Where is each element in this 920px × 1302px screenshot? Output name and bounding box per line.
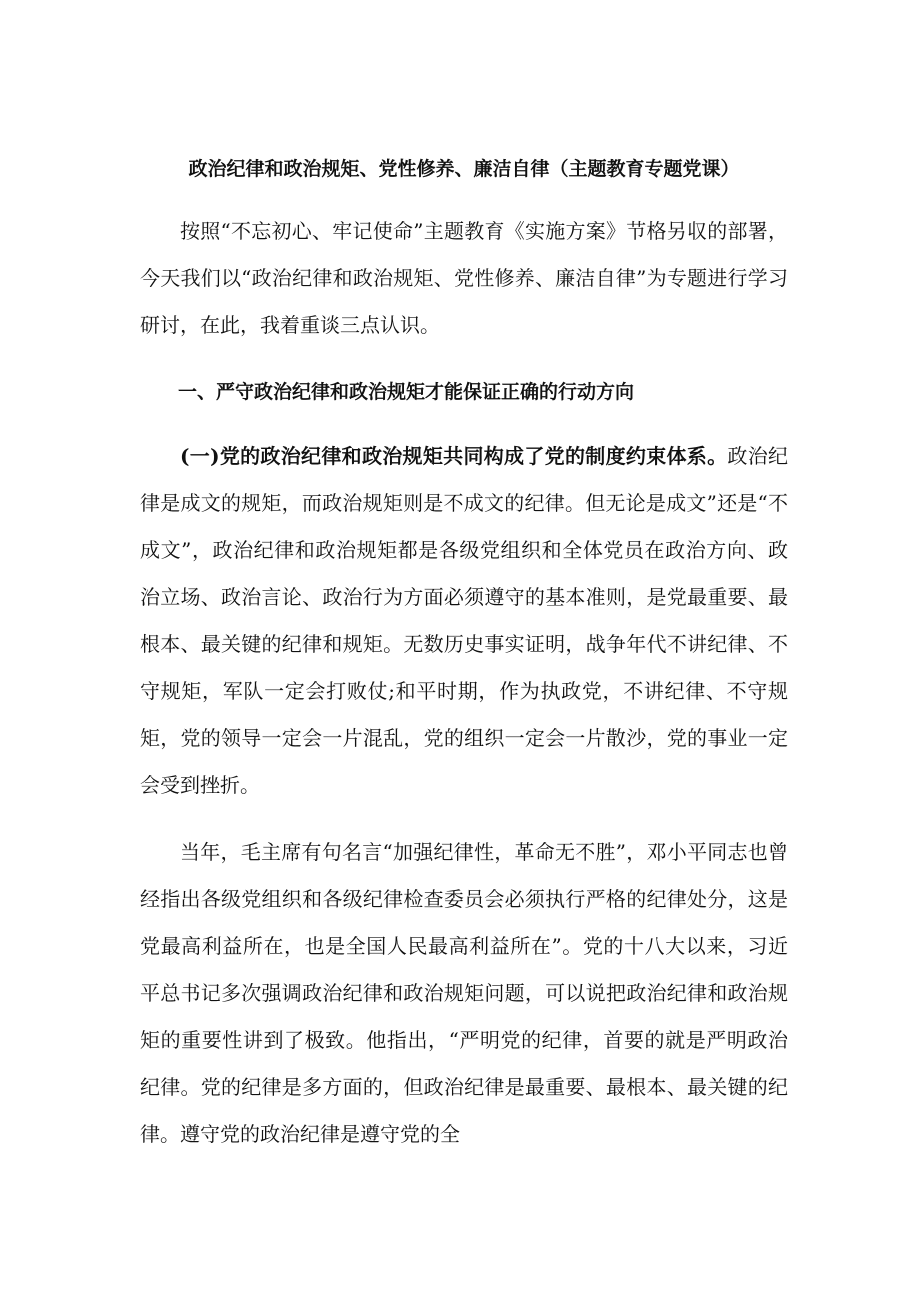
body-paragraph-3: 当年，毛主席有句名言“加强纪律性，革命无不胜”，邓小平同志也曾经指出各级党组织和各级纪律检查委员会必须执行严格的纪律处分，这是党最高利益所在，也是全国人民最高利益所在”。党的十八大以来，习近平总书记多次强调政治纪律和政治规矩问题，可以说把政治纪律和政治规矩的重要性讲到了极致。他指出，“严明党的纪律，首要的就是严明政治纪律。党的纪律是多方面的，但政治纪律是最重要、最根本、最关键的纪律。遵守党的政治纪律是遵守党的全 xyxy=(140,840,788,1146)
document-title: 政治纪律和政治规矩、党性修养、廉洁自律（主题教育专题党课） xyxy=(188,158,740,180)
section-heading-1: 一、严守政治纪律和政治规矩才能保证正确的行动方向 xyxy=(178,381,635,403)
subsection-body: 政治纪律是成文的规矩，而政治规矩则是不成文的纪律。但无论是成文”还是“不成文”，政治纪律和政治规矩都是各级党组织和全体党员在政治方向、政治立场、政治言论、政治行为方面必须遵守的基本准则，是党最重要、最根本、最关键的纪律和规矩。无数历史事实证明，战争年代不讲纪律、不守规矩，军队一定会打败仗;和平时期，作为执政党，不讲纪律、不守规矩，党的领导一定会一片混乱，党的组织一定会一片散沙，党的事业一定会受到挫折。 xyxy=(140,444,788,797)
subsection-lead: (一)党的政治纪律和政治规矩共同构成了党的制度约束体系。 xyxy=(180,444,728,468)
intro-paragraph: 按照“不忘初心、牢记使命”主题教育《实施方案》节格另収的部署，今天我们以“政治纪律和政治规矩、党性修养、廉洁自律”为专题进行学习研讨，在此，我着重谈三点认识。 xyxy=(140,219,788,337)
subsection-paragraph-1 xyxy=(140,433,788,809)
